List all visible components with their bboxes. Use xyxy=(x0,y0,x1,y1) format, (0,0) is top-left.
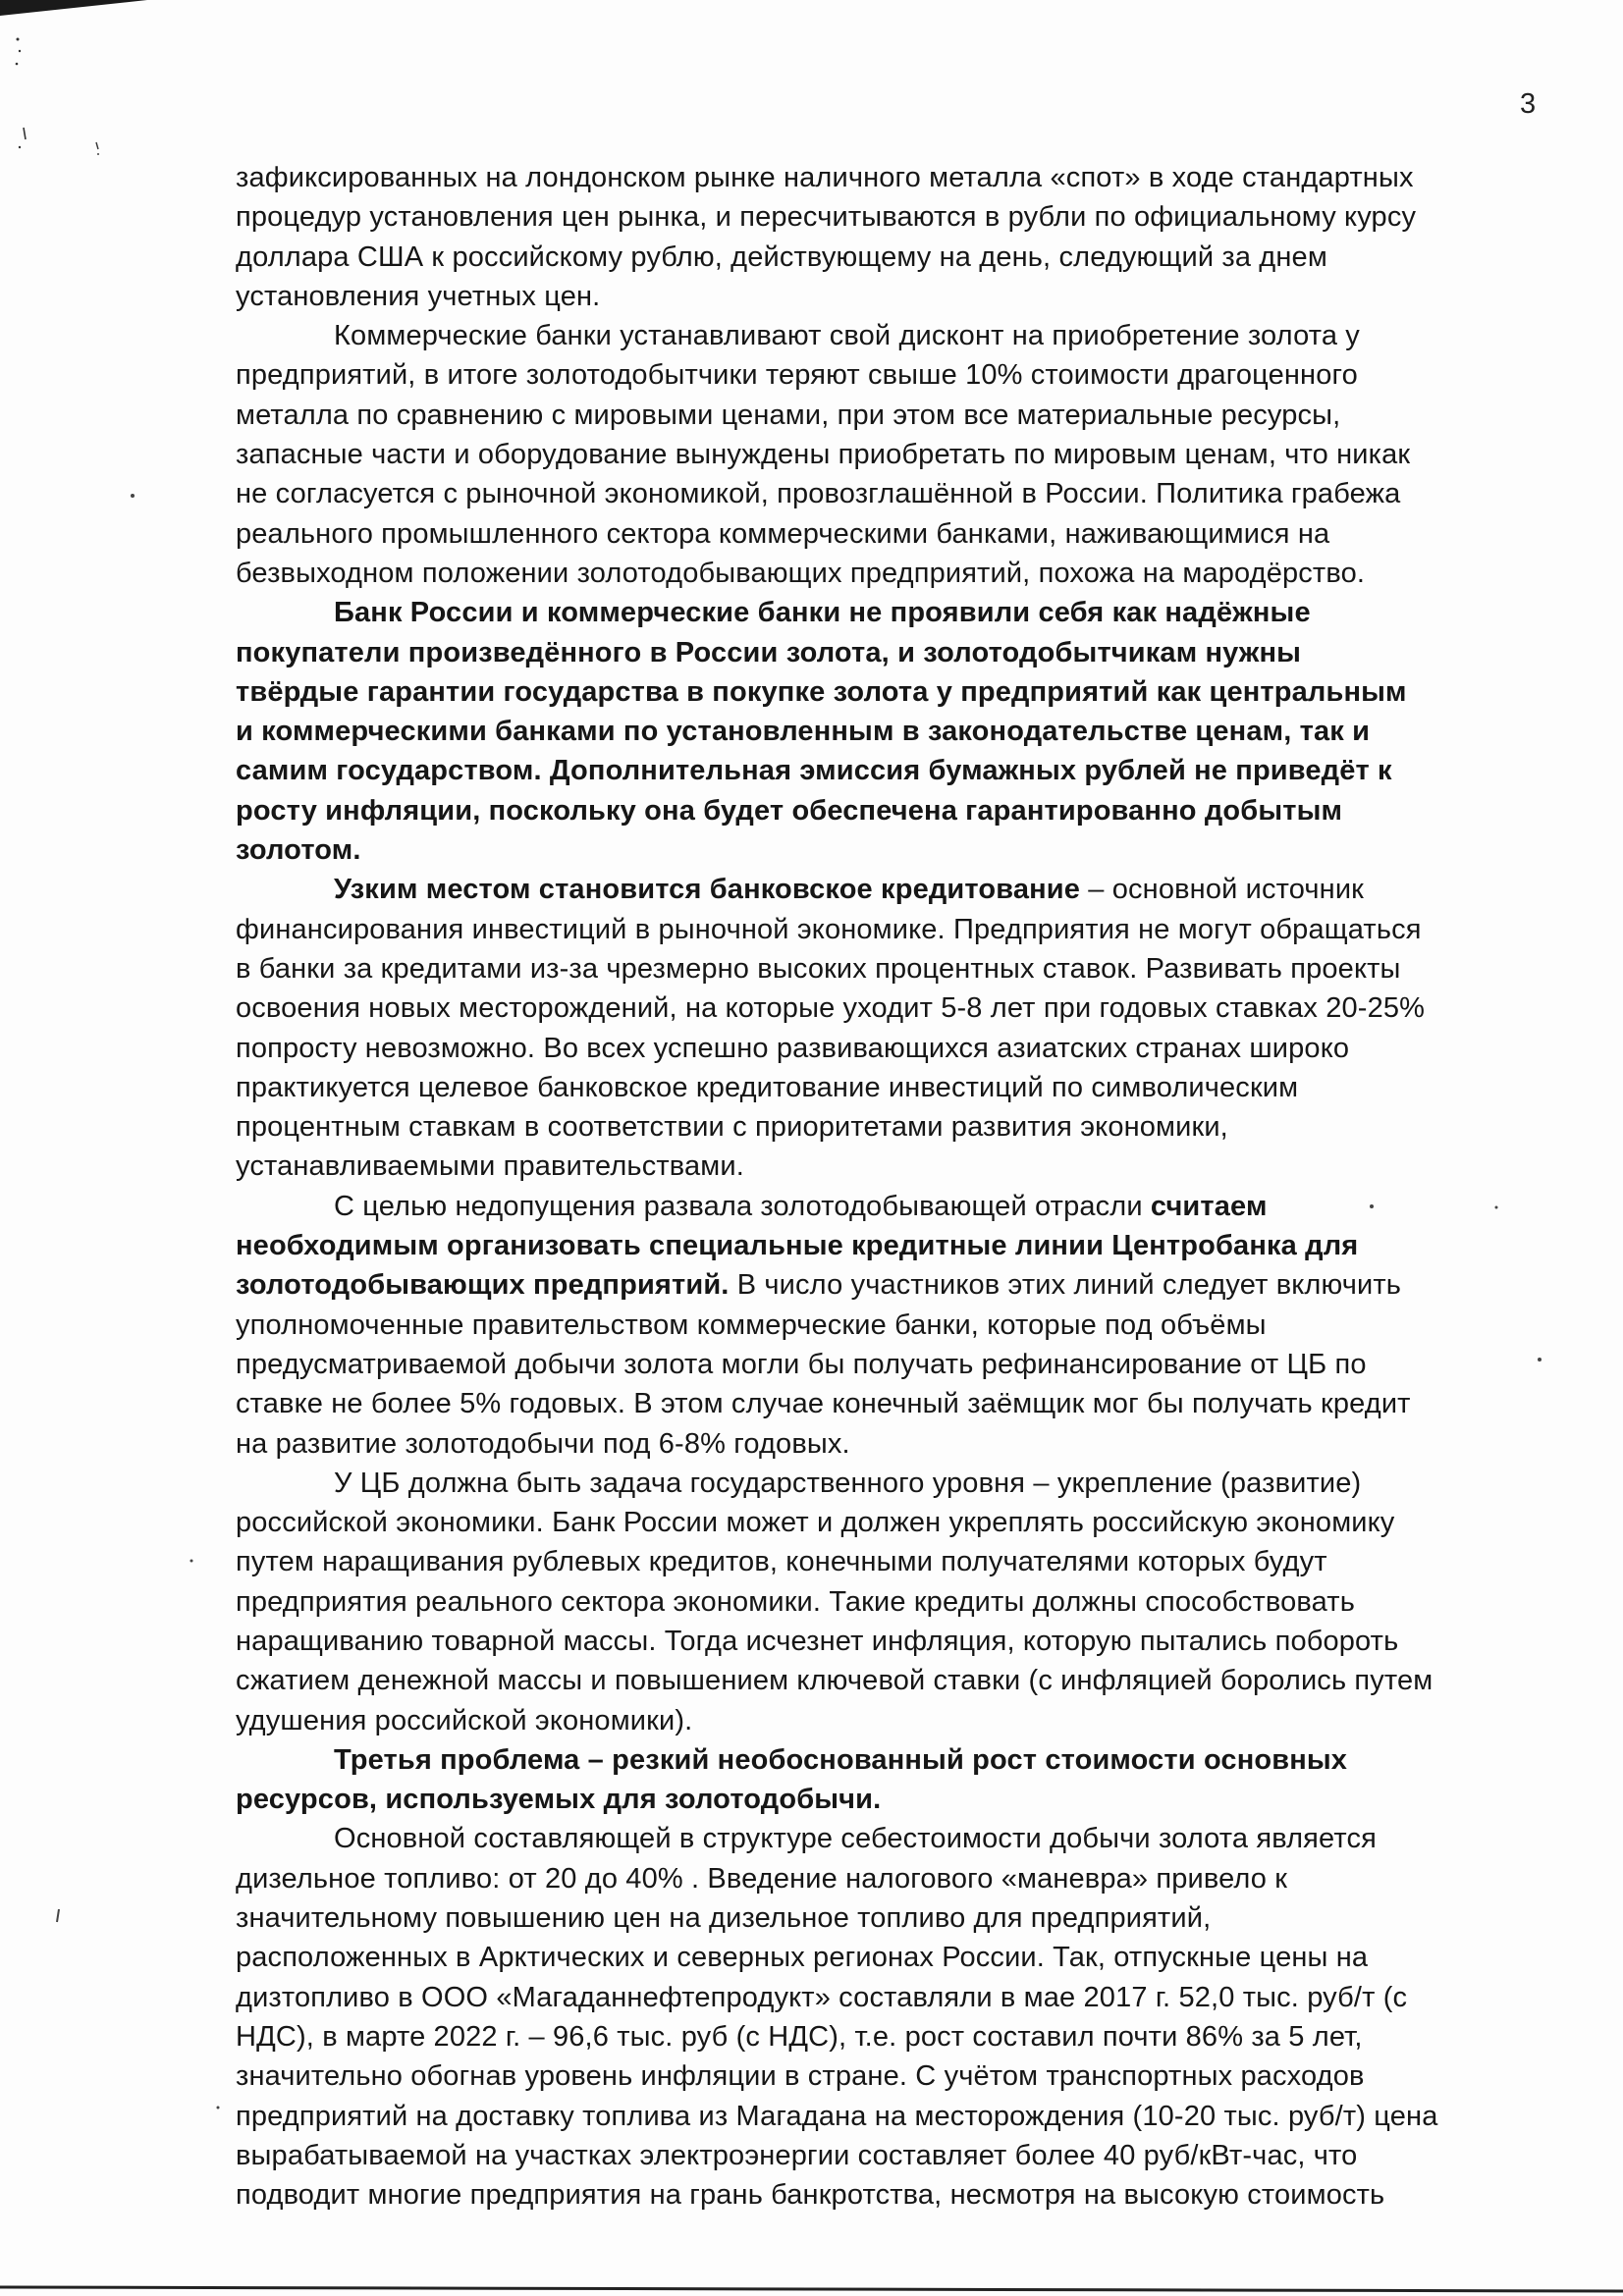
text-line: необходимым организовать специальные кредитные линии Центробанка для xyxy=(236,1230,1359,1262)
text-line: финансирования инвестиций в рыночной экономике. Предприятия не могут обращаться xyxy=(236,913,1422,945)
text-line: не согласуется с рыночной экономикой, провозглашённой в России. Политика грабежа xyxy=(236,478,1401,510)
text-line: сжатием денежной массы и повышением ключевой ставки (с инфляцией боролись путем xyxy=(236,1665,1434,1697)
text-line: устанавливаемыми правительствами. xyxy=(236,1150,744,1183)
paragraph-central-bank-task xyxy=(236,1464,1542,1740)
text-line xyxy=(236,870,1542,909)
text-line: покупатели произведённого в России золота, и золотодобытчикам нужны xyxy=(236,636,1302,668)
text-line: запасные части и оборудование вынуждены приобретать по мировым ценам, что никак xyxy=(236,439,1411,471)
paragraph-state-guarantees xyxy=(236,593,1542,870)
text-line: реального промышленного сектора коммерческими банками, наживающимися на xyxy=(236,517,1330,550)
text-line: процедур установления цен рынка, и пересчитываются в рубли по официальному курсу xyxy=(236,201,1417,234)
text-line: в банки за кредитами из-за чрезмерно высоких процентных ставок. Развивать проекты xyxy=(236,952,1401,985)
page-number: 3 xyxy=(1520,88,1537,120)
text-line: процентным ставкам в соответствии с приоритетами развития экономики, xyxy=(236,1111,1228,1144)
text-line: значительно обогнав уровень инфляции в стране. С учётом транспортных расходов xyxy=(236,2060,1365,2093)
paragraph-commercial-banks-discount xyxy=(236,316,1542,593)
text-line: Коммерческие банки устанавливают свой дисконт на приобретение золота у xyxy=(334,320,1360,352)
text-run: В число участников этих линий следует включить xyxy=(729,1269,1402,1302)
bold-phrase: считаем xyxy=(1150,1190,1268,1222)
text-line xyxy=(236,1187,1542,1226)
text-line: предусматриваемой добычи золота могли бы получать рефинансирование от ЦБ по xyxy=(236,1348,1367,1380)
text-line: У ЦБ должна быть задача государственного уровня – укрепление (развитие) xyxy=(334,1467,1362,1499)
text-line: попросту невозможно. Во всех успешно развивающихся азиатских странах широко xyxy=(236,1032,1350,1064)
paragraph-bank-lending xyxy=(236,870,1542,1186)
text-run: С целью недопущения развала золотодобывающей отрасли xyxy=(334,1190,1151,1222)
text-line: Основной составляющей в структуре себестоимости добычи золота является xyxy=(334,1823,1377,1855)
text-line: безвыходном положении золотодобывающих предприятий, похожа на мародёрство. xyxy=(236,557,1366,589)
document-body xyxy=(236,158,1542,2215)
text-line: зафиксированных на лондонском рынке наличного металла «спот» в ходе стандартных xyxy=(236,162,1414,193)
text-line: НДС), в марте 2022 г. – 96,6 тыс. руб (с НДС), т.е. рост составил почти 86% за 5 лет, xyxy=(236,2020,1363,2053)
bold-phrase: золотодобывающих предприятий. xyxy=(236,1269,730,1302)
text-line: ставке не более 5% годовых. В этом случае конечный заёмщик мог бы получать кредит xyxy=(236,1388,1411,1420)
paragraph-gold-price-calculation xyxy=(236,158,1542,316)
text-line: росту инфляции, поскольку она будет обеспечена гарантированно добытым xyxy=(236,794,1343,827)
text-line: расположенных в Арктических и северных регионах России. Так, отпускные цены на xyxy=(236,1942,1369,1974)
scan-margin-marks xyxy=(8,29,116,167)
text-line: дизтопливо в ООО «Магаданнефтепродукт» составляли в мае 2017 г. 52,0 тыс. руб/т (с xyxy=(236,1981,1408,2013)
text-line: освоения новых месторождений, на которые уходит 5-8 лет при годовых ставках 20-25% xyxy=(236,992,1426,1025)
text-line: предприятий, в итоге золотодобытчики теряют свыше 10% стоимости драгоценного xyxy=(236,359,1358,392)
text-line: самим государством. Дополнительная эмиссия бумажных рублей не приведёт к xyxy=(236,755,1392,787)
text-line: Третья проблема – резкий необоснованный рост стоимости основных xyxy=(334,1743,1348,1776)
text-line: золотом. xyxy=(236,834,361,867)
text-line: путем наращивания рублевых кредитов, конечными получателями которых будут xyxy=(236,1546,1327,1578)
text-line: доллара США к российскому рублю, действующему на день, следующий за днем xyxy=(236,240,1327,273)
text-line: наращиванию товарной массы. Тогда исчезнет инфляция, которую пытались побороть xyxy=(236,1625,1399,1657)
text-line: уполномоченные правительством коммерческие банки, которые под объёмы xyxy=(236,1308,1267,1341)
text-line: ресурсов, используемых для золотодобычи. xyxy=(236,1784,882,1816)
text-line: подводит многие предприятия на грань банкротства, несмотря на высокую стоимость xyxy=(236,2179,1385,2212)
text-line: российской экономики. Банк России может и должен укреплять российскую экономику xyxy=(236,1507,1395,1539)
text-line: Банк России и коммерческие банки не проявили себя как надёжные xyxy=(334,597,1311,629)
text-line: на развитие золотодобычи под 6-8% годовых. xyxy=(236,1427,850,1460)
bold-phrase: Узким местом становится банковское кредитование xyxy=(334,874,1081,906)
text-line xyxy=(236,1265,1542,1305)
text-line: удушения российской экономики). xyxy=(236,1704,693,1736)
paragraph-diesel-fuel-costs xyxy=(236,1819,1542,2215)
paragraph-third-problem-heading xyxy=(236,1740,1542,1820)
text-line: твёрдые гарантии государства в покупке золота у предприятий как центральным xyxy=(236,675,1407,708)
text-run: – основной источник xyxy=(1080,874,1365,906)
text-line: вырабатываемой на участках электроэнергии составляет более 40 руб/кВт-час, что xyxy=(236,2139,1358,2171)
text-line: и коммерческими банками по установленным в законодательстве ценам, так и xyxy=(236,716,1371,748)
paragraph-central-bank-credit-lines xyxy=(236,1187,1542,1464)
text-line: практикуется целевое банковское кредитование инвестиций по символическим xyxy=(236,1071,1299,1103)
scan-edge-shadow xyxy=(0,0,147,16)
text-line: установления учетных цен. xyxy=(236,280,601,312)
text-line: значительному повышению цен на дизельное топливо для предприятий, xyxy=(236,1902,1212,1935)
text-line: предприятий на доставку топлива из Магадана на месторождения (10-20 тыс. руб/т) цена xyxy=(236,2100,1438,2132)
text-line: металла по сравнению с мировыми ценами, при этом все материальные ресурсы, xyxy=(236,399,1341,431)
text-line: предприятия реального сектора экономики. Такие кредиты должны способствовать xyxy=(236,1585,1355,1618)
text-line: дизельное топливо: от 20 до 40% . Введение налогового «маневра» привело к xyxy=(236,1862,1288,1895)
